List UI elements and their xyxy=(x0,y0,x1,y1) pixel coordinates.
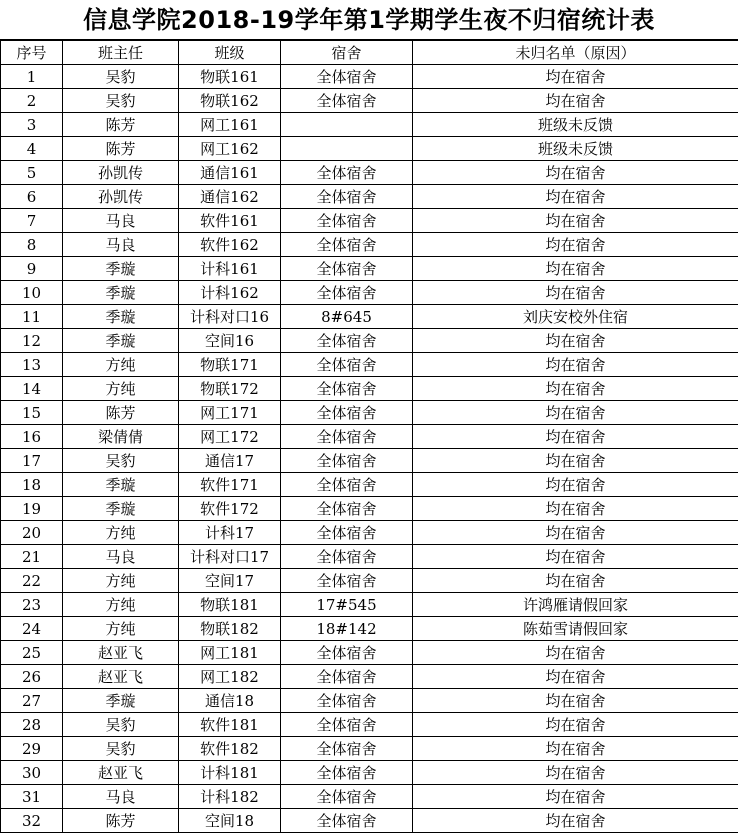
header-absent[interactable]: 未归名单（原因） xyxy=(413,41,738,65)
cell-index[interactable]: 20 xyxy=(1,521,63,545)
cell-absent[interactable]: 均在宿舍 xyxy=(413,89,738,113)
cell-dorm[interactable]: 全体宿舍 xyxy=(281,761,413,785)
cell-teacher[interactable]: 吴豹 xyxy=(63,449,179,473)
header-class[interactable]: 班级 xyxy=(179,41,281,65)
cell-absent[interactable]: 均在宿舍 xyxy=(413,785,738,809)
cell-index[interactable]: 5 xyxy=(1,161,63,185)
cell-class[interactable]: 软件171 xyxy=(179,473,281,497)
cell-index[interactable]: 8 xyxy=(1,233,63,257)
cell-teacher[interactable]: 孙凯传 xyxy=(63,185,179,209)
cell-dorm[interactable]: 全体宿舍 xyxy=(281,233,413,257)
cell-teacher[interactable]: 季璇 xyxy=(63,689,179,713)
cell-absent[interactable]: 均在宿舍 xyxy=(413,377,738,401)
table-row xyxy=(1,377,738,401)
header-index[interactable]: 序号 xyxy=(1,41,63,65)
table-row xyxy=(1,473,738,497)
cell-index[interactable]: 25 xyxy=(1,641,63,665)
cell-teacher[interactable]: 方纯 xyxy=(63,593,179,617)
cell-dorm[interactable] xyxy=(281,113,413,137)
cell-index[interactable]: 14 xyxy=(1,377,63,401)
cell-absent[interactable]: 均在宿舍 xyxy=(413,65,738,89)
cell-class[interactable]: 计科对口16 xyxy=(179,305,281,329)
cell-dorm[interactable]: 全体宿舍 xyxy=(281,401,413,425)
cell-dorm[interactable]: 18#142 xyxy=(281,617,413,641)
table-row xyxy=(1,89,738,113)
cell-absent[interactable]: 均在宿舍 xyxy=(413,497,738,521)
cell-index[interactable]: 23 xyxy=(1,593,63,617)
cell-teacher[interactable]: 方纯 xyxy=(63,353,179,377)
cell-teacher[interactable]: 陈芳 xyxy=(63,113,179,137)
cell-absent[interactable]: 均在宿舍 xyxy=(413,713,738,737)
table-row xyxy=(1,545,738,569)
cell-class[interactable]: 空间16 xyxy=(179,329,281,353)
table-row xyxy=(1,305,738,329)
cell-dorm[interactable]: 全体宿舍 xyxy=(281,689,413,713)
cell-index[interactable]: 22 xyxy=(1,569,63,593)
cell-index[interactable]: 19 xyxy=(1,497,63,521)
cell-dorm[interactable]: 全体宿舍 xyxy=(281,497,413,521)
cell-class[interactable]: 网工161 xyxy=(179,113,281,137)
table-body xyxy=(1,65,738,833)
cell-class[interactable]: 网工182 xyxy=(179,665,281,689)
table-row xyxy=(1,641,738,665)
cell-dorm[interactable]: 全体宿舍 xyxy=(281,281,413,305)
table-row xyxy=(1,113,738,137)
cell-teacher[interactable]: 方纯 xyxy=(63,617,179,641)
cell-index[interactable]: 16 xyxy=(1,425,63,449)
cell-index[interactable]: 32 xyxy=(1,809,63,833)
table-row xyxy=(1,281,738,305)
table-row xyxy=(1,785,738,809)
cell-absent[interactable]: 均在宿舍 xyxy=(413,473,738,497)
cell-teacher[interactable]: 梁倩倩 xyxy=(63,425,179,449)
cell-teacher[interactable]: 季璇 xyxy=(63,305,179,329)
cell-teacher[interactable]: 季璇 xyxy=(63,497,179,521)
cell-absent[interactable]: 均在宿舍 xyxy=(413,809,738,833)
cell-class[interactable]: 空间18 xyxy=(179,809,281,833)
cell-dorm[interactable]: 全体宿舍 xyxy=(281,161,413,185)
cell-index[interactable]: 3 xyxy=(1,113,63,137)
table-row xyxy=(1,449,738,473)
cell-class[interactable]: 软件161 xyxy=(179,209,281,233)
cell-absent[interactable]: 班级未反馈 xyxy=(413,113,738,137)
cell-index[interactable]: 1 xyxy=(1,65,63,89)
cell-teacher[interactable]: 赵亚飞 xyxy=(63,641,179,665)
cell-absent[interactable]: 均在宿舍 xyxy=(413,545,738,569)
cell-index[interactable]: 10 xyxy=(1,281,63,305)
cell-absent[interactable]: 均在宿舍 xyxy=(413,521,738,545)
cell-index[interactable]: 24 xyxy=(1,617,63,641)
cell-absent[interactable]: 班级未反馈 xyxy=(413,137,738,161)
header-row xyxy=(1,41,738,65)
cell-class[interactable]: 计科181 xyxy=(179,761,281,785)
cell-class[interactable]: 软件162 xyxy=(179,233,281,257)
table-row xyxy=(1,233,738,257)
cell-class[interactable]: 软件172 xyxy=(179,497,281,521)
cell-teacher[interactable]: 吴豹 xyxy=(63,737,179,761)
header-dorm[interactable]: 宿舍 xyxy=(281,41,413,65)
cell-absent[interactable]: 均在宿舍 xyxy=(413,449,738,473)
cell-absent[interactable]: 均在宿舍 xyxy=(413,209,738,233)
cell-absent[interactable]: 均在宿舍 xyxy=(413,161,738,185)
cell-teacher[interactable]: 赵亚飞 xyxy=(63,665,179,689)
cell-index[interactable]: 18 xyxy=(1,473,63,497)
cell-absent[interactable]: 均在宿舍 xyxy=(413,665,738,689)
cell-dorm[interactable]: 全体宿舍 xyxy=(281,713,413,737)
cell-class[interactable]: 软件182 xyxy=(179,737,281,761)
table-row xyxy=(1,665,738,689)
cell-index[interactable]: 28 xyxy=(1,713,63,737)
table-row xyxy=(1,737,738,761)
cell-class[interactable]: 物联172 xyxy=(179,377,281,401)
cell-absent[interactable]: 刘庆安校外住宿 xyxy=(413,305,738,329)
cell-teacher[interactable]: 季璇 xyxy=(63,329,179,353)
cell-dorm[interactable]: 全体宿舍 xyxy=(281,449,413,473)
cell-index[interactable]: 9 xyxy=(1,257,63,281)
cell-teacher[interactable]: 陈芳 xyxy=(63,401,179,425)
cell-dorm[interactable]: 全体宿舍 xyxy=(281,377,413,401)
cell-teacher[interactable]: 马良 xyxy=(63,785,179,809)
table-row xyxy=(1,137,738,161)
cell-teacher[interactable]: 季璇 xyxy=(63,473,179,497)
cell-class[interactable]: 物联161 xyxy=(179,65,281,89)
cell-class[interactable]: 通信18 xyxy=(179,689,281,713)
cell-absent[interactable]: 均在宿舍 xyxy=(413,641,738,665)
cell-dorm[interactable]: 全体宿舍 xyxy=(281,737,413,761)
cell-class[interactable]: 软件181 xyxy=(179,713,281,737)
cell-class[interactable]: 网工181 xyxy=(179,641,281,665)
cell-dorm[interactable]: 8#645 xyxy=(281,305,413,329)
cell-index[interactable]: 15 xyxy=(1,401,63,425)
cell-dorm[interactable]: 全体宿舍 xyxy=(281,209,413,233)
cell-dorm[interactable]: 全体宿舍 xyxy=(281,665,413,689)
cell-absent[interactable]: 陈茹雪请假回家 xyxy=(413,617,738,641)
cell-teacher[interactable]: 马良 xyxy=(63,209,179,233)
cell-teacher[interactable]: 陈芳 xyxy=(63,137,179,161)
cell-teacher[interactable]: 陈芳 xyxy=(63,809,179,833)
table-row xyxy=(1,497,738,521)
table-row xyxy=(1,329,738,353)
attendance-table xyxy=(0,40,738,833)
table-row xyxy=(1,161,738,185)
cell-absent[interactable]: 均在宿舍 xyxy=(413,401,738,425)
cell-teacher[interactable]: 马良 xyxy=(63,545,179,569)
cell-dorm[interactable]: 全体宿舍 xyxy=(281,641,413,665)
cell-teacher[interactable]: 马良 xyxy=(63,233,179,257)
cell-absent[interactable]: 均在宿舍 xyxy=(413,425,738,449)
table-row xyxy=(1,593,738,617)
table-row xyxy=(1,401,738,425)
cell-teacher[interactable]: 赵亚飞 xyxy=(63,761,179,785)
cell-class[interactable]: 物联171 xyxy=(179,353,281,377)
cell-absent[interactable]: 均在宿舍 xyxy=(413,233,738,257)
table-row xyxy=(1,569,738,593)
cell-dorm[interactable]: 全体宿舍 xyxy=(281,473,413,497)
cell-class[interactable]: 计科17 xyxy=(179,521,281,545)
cell-absent[interactable]: 均在宿舍 xyxy=(413,737,738,761)
cell-absent[interactable]: 均在宿舍 xyxy=(413,257,738,281)
cell-absent[interactable]: 均在宿舍 xyxy=(413,761,738,785)
table-row xyxy=(1,425,738,449)
cell-index[interactable]: 31 xyxy=(1,785,63,809)
cell-teacher[interactable]: 吴豹 xyxy=(63,65,179,89)
sheet-title: 信息学院2018-19学年第1学期学生夜不归宿统计表 xyxy=(0,0,738,40)
cell-class[interactable]: 物联162 xyxy=(179,89,281,113)
cell-index[interactable]: 6 xyxy=(1,185,63,209)
cell-teacher[interactable]: 吴豹 xyxy=(63,89,179,113)
cell-teacher[interactable]: 方纯 xyxy=(63,569,179,593)
cell-class[interactable]: 通信162 xyxy=(179,185,281,209)
cell-absent[interactable]: 均在宿舍 xyxy=(413,329,738,353)
cell-teacher[interactable]: 吴豹 xyxy=(63,713,179,737)
cell-index[interactable]: 7 xyxy=(1,209,63,233)
cell-index[interactable]: 29 xyxy=(1,737,63,761)
cell-class[interactable]: 物联181 xyxy=(179,593,281,617)
cell-dorm[interactable]: 全体宿舍 xyxy=(281,569,413,593)
table-row xyxy=(1,65,738,89)
table-row xyxy=(1,209,738,233)
cell-class[interactable]: 计科182 xyxy=(179,785,281,809)
cell-dorm[interactable]: 全体宿舍 xyxy=(281,809,413,833)
cell-dorm[interactable]: 全体宿舍 xyxy=(281,353,413,377)
table-row xyxy=(1,185,738,209)
cell-index[interactable]: 12 xyxy=(1,329,63,353)
cell-class[interactable]: 网工172 xyxy=(179,425,281,449)
cell-dorm[interactable]: 全体宿舍 xyxy=(281,425,413,449)
cell-class[interactable]: 通信161 xyxy=(179,161,281,185)
cell-dorm[interactable]: 全体宿舍 xyxy=(281,329,413,353)
cell-index[interactable]: 27 xyxy=(1,689,63,713)
cell-teacher[interactable]: 方纯 xyxy=(63,377,179,401)
cell-absent[interactable]: 均在宿舍 xyxy=(413,569,738,593)
cell-dorm[interactable]: 17#545 xyxy=(281,593,413,617)
table-row xyxy=(1,353,738,377)
cell-teacher[interactable]: 方纯 xyxy=(63,521,179,545)
cell-class[interactable]: 计科162 xyxy=(179,281,281,305)
cell-index[interactable]: 2 xyxy=(1,89,63,113)
cell-index[interactable]: 26 xyxy=(1,665,63,689)
cell-teacher[interactable]: 季璇 xyxy=(63,257,179,281)
table-row xyxy=(1,257,738,281)
cell-class[interactable]: 计科161 xyxy=(179,257,281,281)
cell-teacher[interactable]: 季璇 xyxy=(63,281,179,305)
table-row xyxy=(1,809,738,833)
cell-index[interactable]: 4 xyxy=(1,137,63,161)
cell-dorm[interactable] xyxy=(281,137,413,161)
header-teacher[interactable]: 班主任 xyxy=(63,41,179,65)
cell-absent[interactable]: 均在宿舍 xyxy=(413,353,738,377)
cell-teacher[interactable]: 孙凯传 xyxy=(63,161,179,185)
cell-dorm[interactable]: 全体宿舍 xyxy=(281,545,413,569)
table-row xyxy=(1,761,738,785)
cell-index[interactable]: 11 xyxy=(1,305,63,329)
cell-index[interactable]: 13 xyxy=(1,353,63,377)
table-row xyxy=(1,689,738,713)
cell-index[interactable]: 17 xyxy=(1,449,63,473)
cell-dorm[interactable]: 全体宿舍 xyxy=(281,89,413,113)
cell-class[interactable]: 网工162 xyxy=(179,137,281,161)
cell-dorm[interactable]: 全体宿舍 xyxy=(281,521,413,545)
cell-index[interactable]: 30 xyxy=(1,761,63,785)
cell-class[interactable]: 通信17 xyxy=(179,449,281,473)
cell-dorm[interactable]: 全体宿舍 xyxy=(281,65,413,89)
cell-dorm[interactable]: 全体宿舍 xyxy=(281,185,413,209)
cell-dorm[interactable]: 全体宿舍 xyxy=(281,785,413,809)
table-row xyxy=(1,521,738,545)
cell-absent[interactable]: 均在宿舍 xyxy=(413,185,738,209)
cell-dorm[interactable]: 全体宿舍 xyxy=(281,257,413,281)
cell-index[interactable]: 21 xyxy=(1,545,63,569)
cell-class[interactable]: 网工171 xyxy=(179,401,281,425)
table-row xyxy=(1,617,738,641)
cell-class[interactable]: 空间17 xyxy=(179,569,281,593)
cell-class[interactable]: 计科对口17 xyxy=(179,545,281,569)
table-row xyxy=(1,713,738,737)
cell-class[interactable]: 物联182 xyxy=(179,617,281,641)
cell-absent[interactable]: 均在宿舍 xyxy=(413,281,738,305)
cell-absent[interactable]: 均在宿舍 xyxy=(413,689,738,713)
cell-absent[interactable]: 许鸿雁请假回家 xyxy=(413,593,738,617)
